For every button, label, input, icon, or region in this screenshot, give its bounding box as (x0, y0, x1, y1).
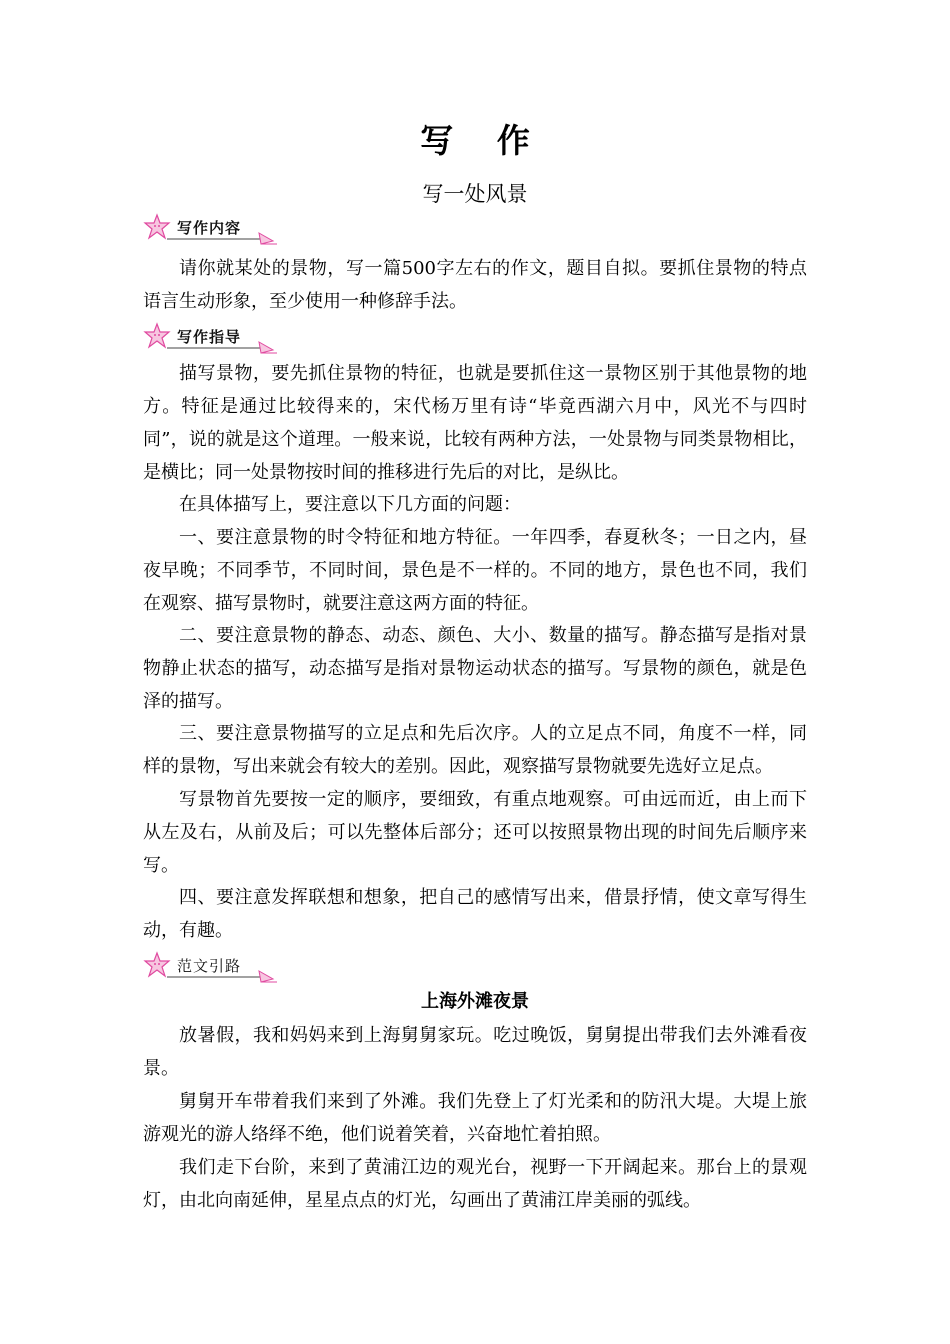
section-label-example (143, 951, 283, 983)
essay-paragraph: 放暑假，我和妈妈来到上海舅舅家玩。吃过晚饭，舅舅提出带我们去外滩看夜景。 (143, 1025, 807, 1079)
section-label-text: 范文引路 (177, 957, 242, 975)
guide-paragraph: 四、要注意发挥联想和想象，把自己的感情写出来，借景抒情，使文章写得生动，有趣。 (143, 887, 807, 941)
section-label-text: 写作内容 (177, 219, 242, 237)
page-subtitle: 写一处风景 (422, 182, 528, 206)
guide-paragraph: 一、要注意景物的时令特征和地方特征。一年四季，春夏秋冬；一日之内，昼夜早晚；不同季节，不同时间，景色是不一样的。不同的地方，景色也不同，我们在观察、描写景物时，就要注意这两方面的特征。 (143, 527, 807, 614)
content-paragraph: 请你就某处的景物，写一篇500字左右的作文，题目自拟。要抓住景物的特点语言生动形象，至少使用一种修辞手法。 (143, 258, 807, 312)
section-label-text: 写作指导 (177, 328, 242, 346)
essay-paragraph: 我们走下台阶，来到了黄浦江边的观光台，视野一下开阔起来。那台上的景观灯，由北向南延伸，星星点点的灯光，勾画出了黄浦江岸美丽的弧线。 (143, 1157, 807, 1211)
essay-paragraph: 舅舅开车带着我们来到了外滩。我们先登上了灯光柔和的防汛大堤。大堤上旅游观光的游人络绎不绝，他们说着笑着，兴奋地忙着拍照。 (143, 1091, 807, 1145)
guide-paragraph: 二、要注意景物的静态、动态、颜色、大小、数量的描写。静态描写是指对景物静止状态的描写，动态描写是指对景物运动状态的描写。写景物的颜色，就是色泽的描写。 (143, 625, 807, 712)
essay-title: 上海外滩夜景 (421, 991, 529, 1012)
guide-paragraph: 三、要注意景物描写的立足点和先后次序。人的立足点不同，角度不一样，同样的景物，写出来就会有较大的差别。因此，观察描写景物就要先选好立足点。 (143, 723, 807, 777)
section-label-content (143, 213, 283, 245)
page-title: 写 作 (420, 121, 546, 160)
section-label-guide (143, 322, 283, 354)
guide-paragraph: 描写景物，要先抓住景物的特征，也就是要抓住这一景物区别于其他景物的地方。特征是通过比较得来的，宋代杨万里有诗“毕竟西湖六月中，风光不与四时同”，说的就是这个道理。一般来说，比较有两种方法，一处景物与同类景物相比，是横比；同一处景物按时间的推移进行先后的对比，是纵比。 (143, 363, 807, 483)
guide-paragraph: 写景物首先要按一定的顺序，要细致，有重点地观察。可由远而近，由上而下从左及右，从前及后；可以先整体后部分；还可以按照景物出现的时间先后顺序来写。 (143, 789, 807, 876)
guide-paragraph: 在具体描写上，要注意以下几方面的问题： (179, 494, 521, 515)
